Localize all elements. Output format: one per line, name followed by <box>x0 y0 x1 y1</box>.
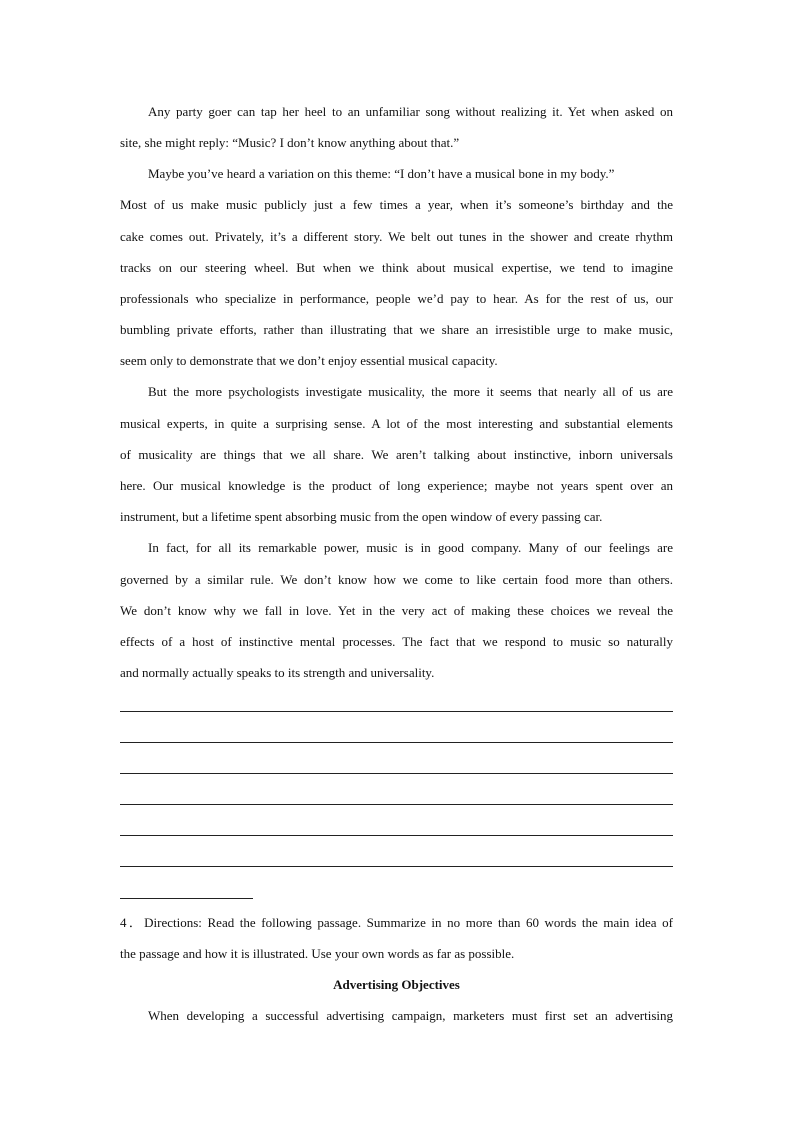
passage-line: But the more psychologists investigate musicality, the more it seems that nearly all of us are <box>148 384 673 399</box>
passage-line: governed by a similar rule. We don’t know how we come to like certain food more than others. <box>120 572 673 587</box>
passage-line: When developing a successful advertising campaign, marketers must first set an advertising <box>148 1008 673 1023</box>
passage-line: We don’t know why we fall in love. Yet in the very act of making these choices we reveal the <box>120 603 673 618</box>
passage-line: of musicality are things that we all share. We aren’t talking about instinctive, inborn universals <box>120 447 673 462</box>
question-directions: the passage and how it is illustrated. Use your own words as far as possible. <box>120 946 515 961</box>
answer-line[interactable] <box>120 711 673 712</box>
passage-line: Most of us make music publicly just a few times a year, when it’s someone’s birthday and the <box>120 197 673 212</box>
passage-line: cake comes out. Privately, it’s a different story. We belt out tunes in the shower and create rhythm <box>120 229 673 244</box>
passage-line: Maybe you’ve heard a variation on this theme: “I don’t have a musical bone in my body.” <box>148 166 615 181</box>
passage-line: tracks on our steering wheel. But when we think about musical expertise, we tend to imagine <box>120 260 673 275</box>
answer-line[interactable] <box>120 742 673 743</box>
question-directions: 4．Directions: Read the following passage. Summarize in no more than 60 words the main idea of <box>120 915 673 930</box>
passage-line: In fact, for all its remarkable power, music is in good company. Many of our feelings are <box>148 540 673 555</box>
passage-line: site, she might reply: “Music? I don’t know anything about that.” <box>120 135 460 150</box>
answer-line[interactable] <box>120 773 673 774</box>
passage-title: Advertising Objectives <box>333 977 460 992</box>
passage-line: and normally actually speaks to its strength and universality. <box>120 665 435 680</box>
passage-line: bumbling private efforts, rather than illustrating that we share an irresistible urge to make music, <box>120 322 673 337</box>
passage-line: seem only to demonstrate that we don’t enjoy essential musical capacity. <box>120 353 498 368</box>
passage-line: effects of a host of instinctive mental processes. The fact that we respond to music so naturally <box>120 634 673 649</box>
answer-line-short[interactable] <box>120 898 253 899</box>
passage-line: professionals who specialize in performance, people we’d pay to hear. As for the rest of us, our <box>120 291 673 306</box>
answer-line[interactable] <box>120 804 673 805</box>
passage-line: here. Our musical knowledge is the product of long experience; maybe not years spent over an <box>120 478 673 493</box>
passage-line: Any party goer can tap her heel to an unfamiliar song without realizing it. Yet when asked on <box>148 104 673 119</box>
answer-line[interactable] <box>120 866 673 867</box>
passage-line: instrument, but a lifetime spent absorbing music from the open window of every passing car. <box>120 509 603 524</box>
passage-line: musical experts, in quite a surprising sense. A lot of the most interesting and substantial elements <box>120 416 673 431</box>
answer-line[interactable] <box>120 835 673 836</box>
